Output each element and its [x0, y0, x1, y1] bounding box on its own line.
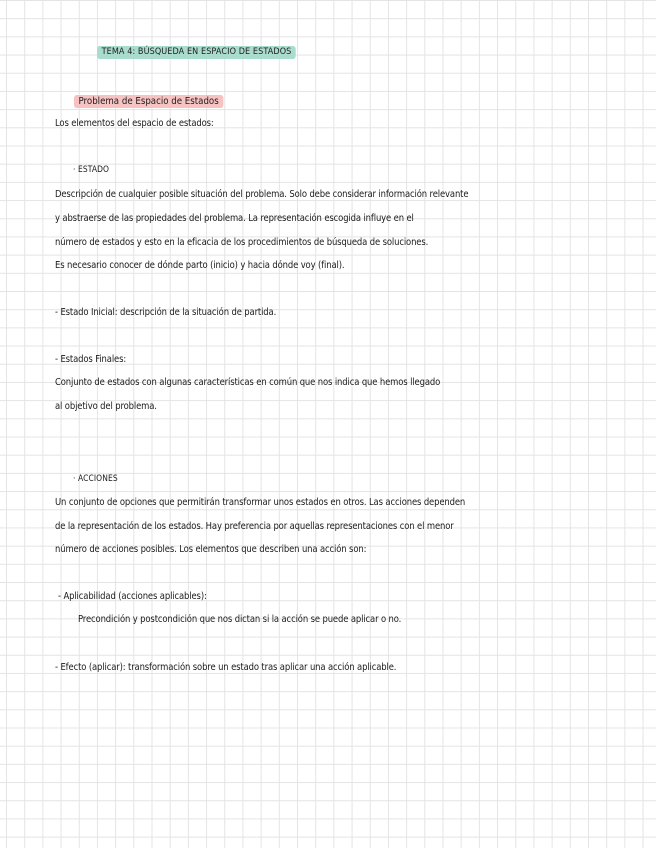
- estado-line-3: número de estados y esto en la eficacia de los procedimientos de búsqueda de soluciones.: [55, 237, 429, 248]
- intro-text: Los elementos del espacio de estados:: [55, 118, 214, 129]
- estado-line-1: Descripción de cualquier posible situación del problema. Solo debe considerar información relevante: [55, 189, 469, 200]
- estados-finales-line-2: al objetivo del problema.: [55, 401, 157, 412]
- acciones-line-1: Un conjunto de opciones que permitirán transformar unos estados en otros. Las acciones dependen: [55, 497, 466, 508]
- acciones-heading: · ACCIONES: [73, 474, 118, 484]
- estado-inicial: - Estado Inicial: descripción de la situación de partida.: [55, 307, 277, 318]
- page-title: TEMA 4: BÚSQUEDA EN ESPACIO DE ESTADOS: [97, 46, 296, 59]
- efecto-text: - Efecto (aplicar): transformación sobre un estado tras aplicar una acción aplicable.: [55, 662, 397, 673]
- aplicabilidad-heading: - Aplicabilidad (acciones aplicables):: [58, 591, 207, 602]
- acciones-line-3: número de acciones posibles. Los elementos que describen una acción son:: [55, 544, 367, 555]
- estado-line-2: y abstraerse de las propiedades del problema. La representación escogida influye en el: [55, 213, 414, 224]
- aplicabilidad-detail: Precondición y postcondición que nos dictan si la acción se puede aplicar o no.: [78, 614, 402, 625]
- section-subtitle: Problema de Espacio de Estados: [74, 95, 223, 108]
- estados-finales-line-1: Conjunto de estados con algunas características en común que nos indica que hemos llegado: [55, 377, 441, 388]
- estados-finales-heading: - Estados Finales:: [55, 354, 127, 365]
- estado-heading: · ESTADO: [73, 165, 110, 175]
- estado-line-4: Es necesario conocer de dónde parto (inicio) y hacia dónde voy (final).: [55, 260, 345, 271]
- acciones-line-2: de la representación de los estados. Hay preferencia por aquellas representaciones con el menor: [55, 521, 454, 532]
